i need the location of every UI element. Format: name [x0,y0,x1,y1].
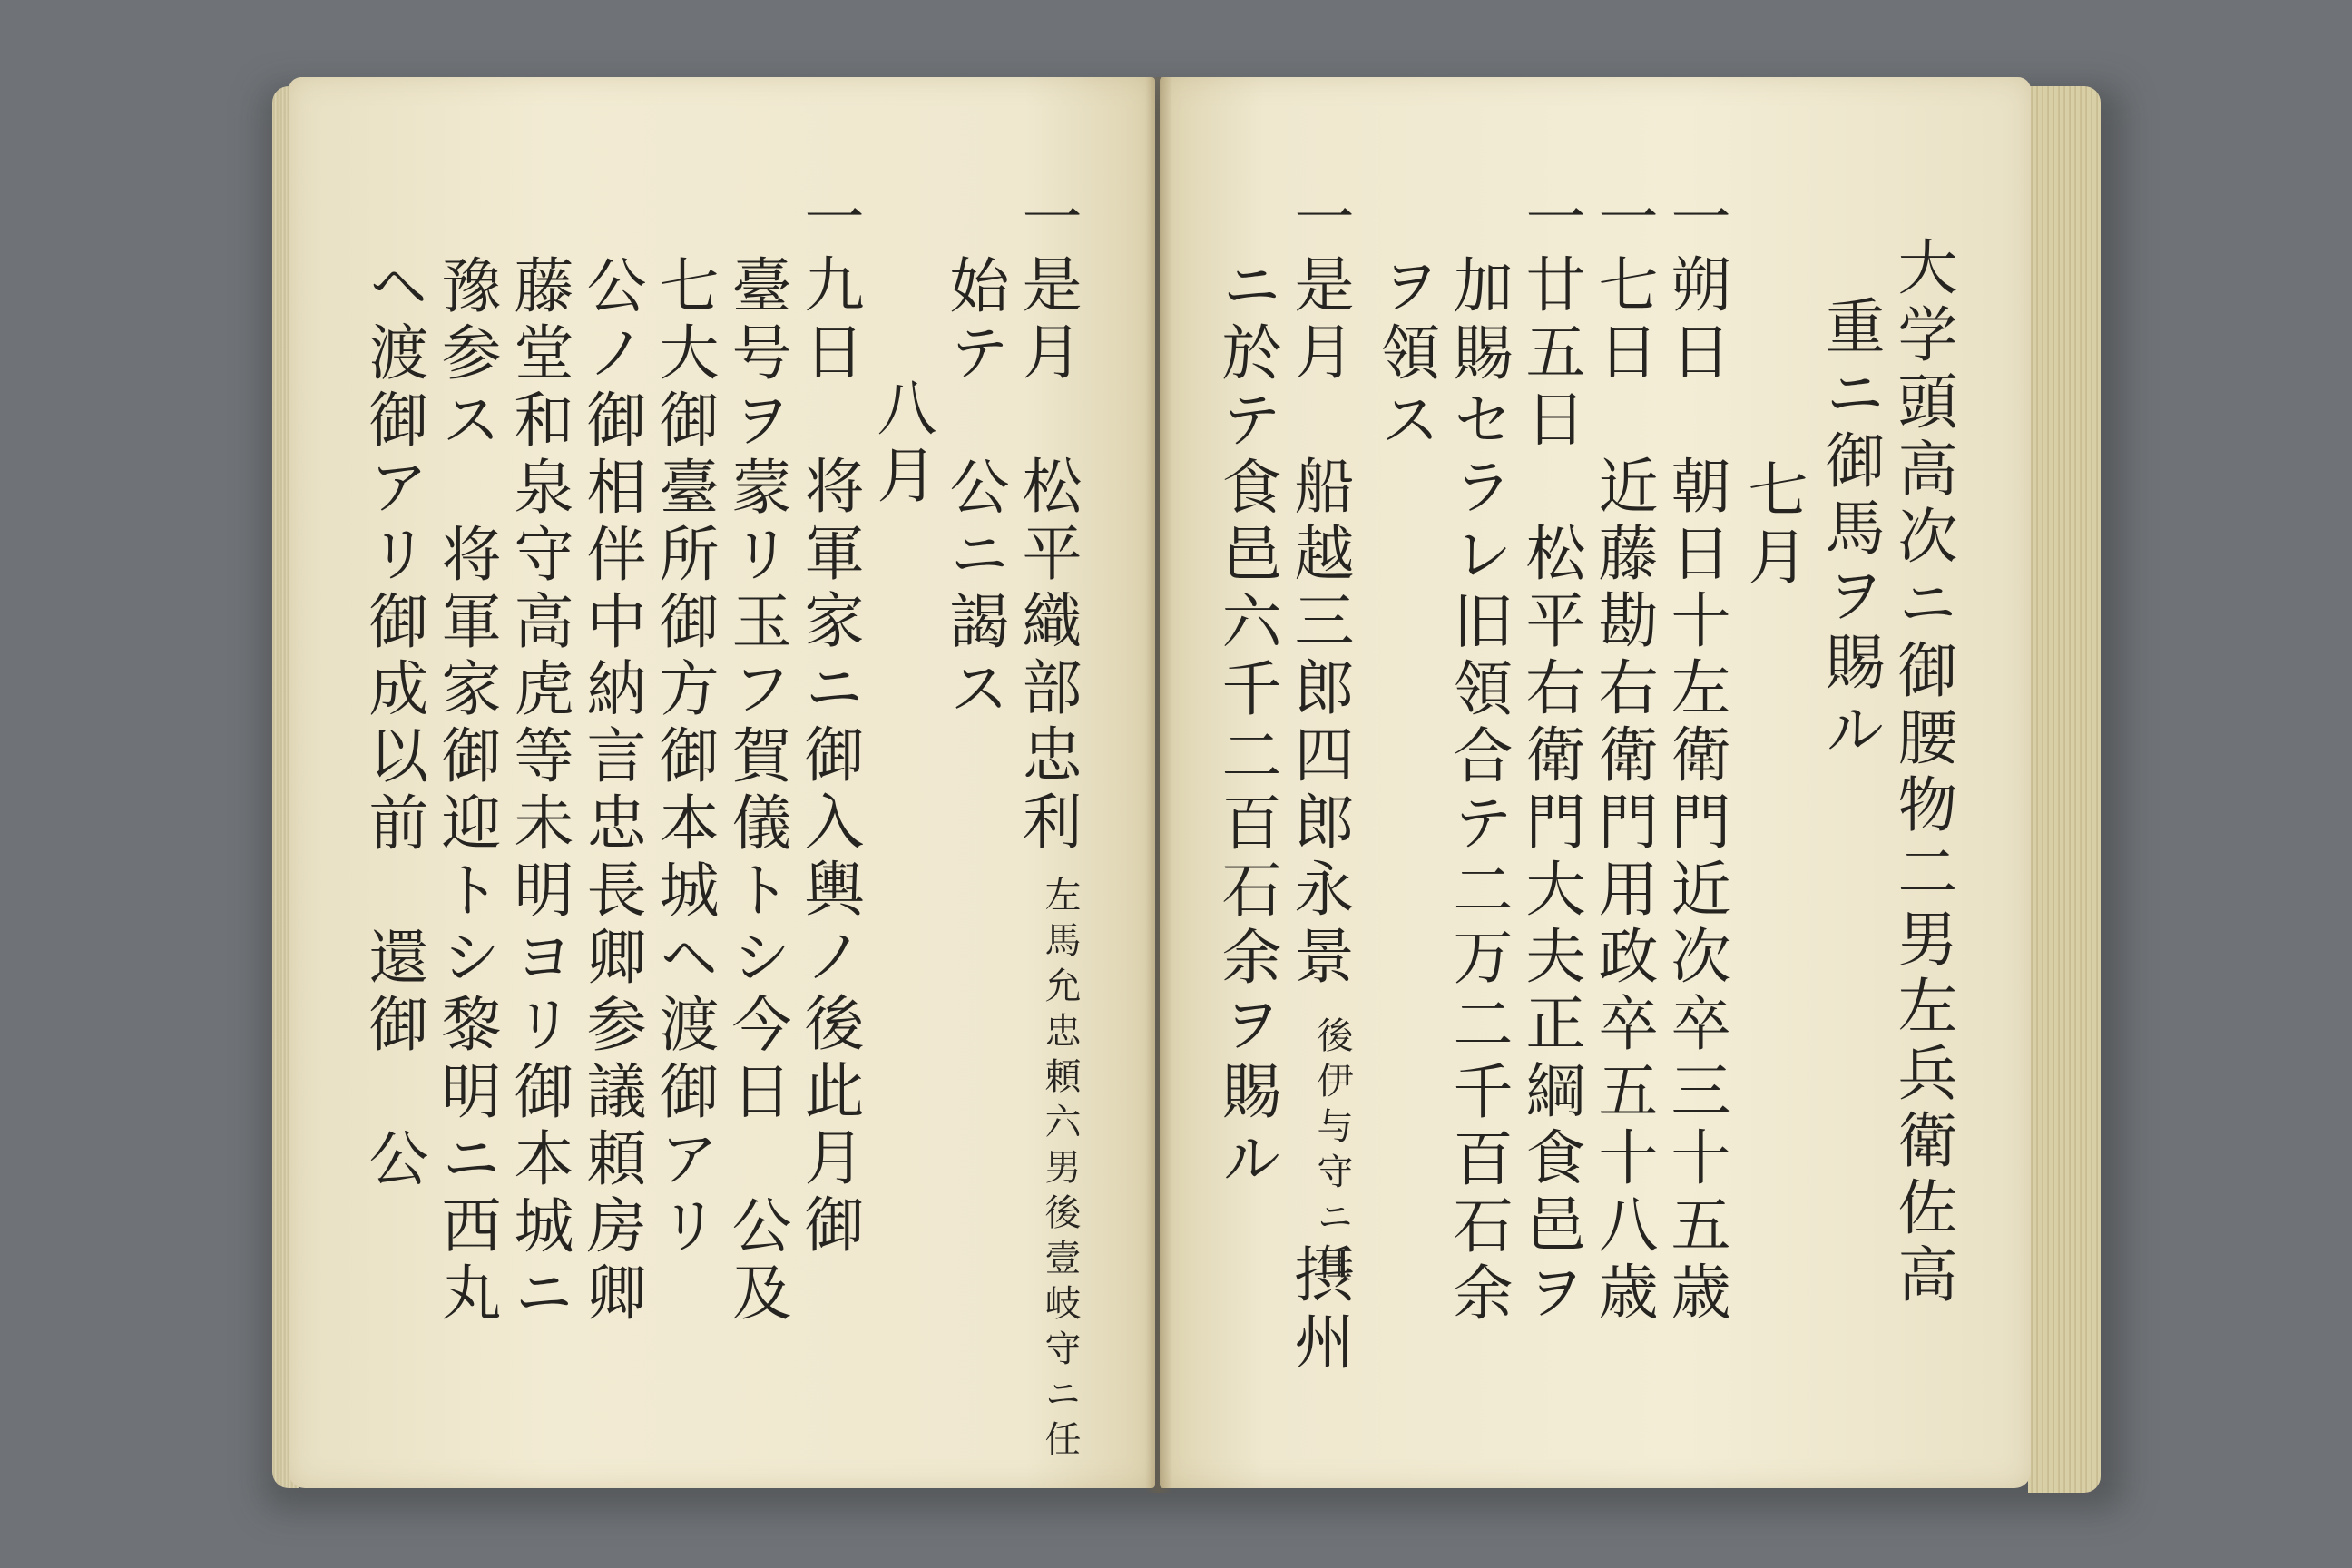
text-column: 一七日 近藤勘右衛門用政卒五十八歳 [1588,186,1658,1328]
text-column: 七月 [1738,458,1808,593]
text-column: 一九日 将軍家ニ御入輿ノ後此月御 [794,186,864,1260]
text-column: 大学頭高次ニ御腰物二男左兵衛佐高 [1887,236,1957,1310]
text-column: 一是月 松平織部忠利 [1012,186,1082,858]
text-column: 加賜セラレ旧領合テ二万二千百石余 [1443,254,1513,1328]
text-column: ヘ渡御アリ御成以前 還御 公 [358,254,428,1194]
right-page-edges [2028,86,2101,1493]
text-column: 七大御臺所御方御本城ヘ渡御アリ [649,254,719,1261]
annotation-note: 後伊与守ニ任 [1311,1016,1353,1289]
text-column: ニ於テ食邑六千二百石余ヲ賜ル [1211,254,1281,1194]
text-column: 八月 [867,377,936,511]
text-column: 一是月 船越三郎四郎永景 [1284,186,1354,992]
text-column: ヲ領ス [1370,254,1440,456]
text-column: 公ノ御相伴中納言忠長卿参議頼房卿 [576,254,646,1328]
text-column: 豫参ス 将軍家御迎トシ黎明ニ西丸 [431,254,501,1328]
text-column: 摂州 [1284,1243,1354,1377]
book-gutter [1145,77,1172,1493]
text-column: 臺号ヲ蒙リ玉フ賀儀トシ今日 公及 [721,254,791,1328]
text-column: 一朔日 朝日十左衛門近次卒三十五歳 [1661,186,1730,1328]
text-column: 一廿五日 松平右衛門大夫正綱食邑ヲ [1515,186,1585,1328]
text-column: 始テ 公ニ謁ス [939,254,1009,724]
text-column: 藤堂和泉守高虎等未明ヨリ御本城ニ [504,254,573,1328]
text-column: 重ニ御馬ヲ賜ル [1815,295,1885,765]
annotation-note: 左馬允忠頼六男後壹岐守ニ任 [1039,876,1081,1465]
